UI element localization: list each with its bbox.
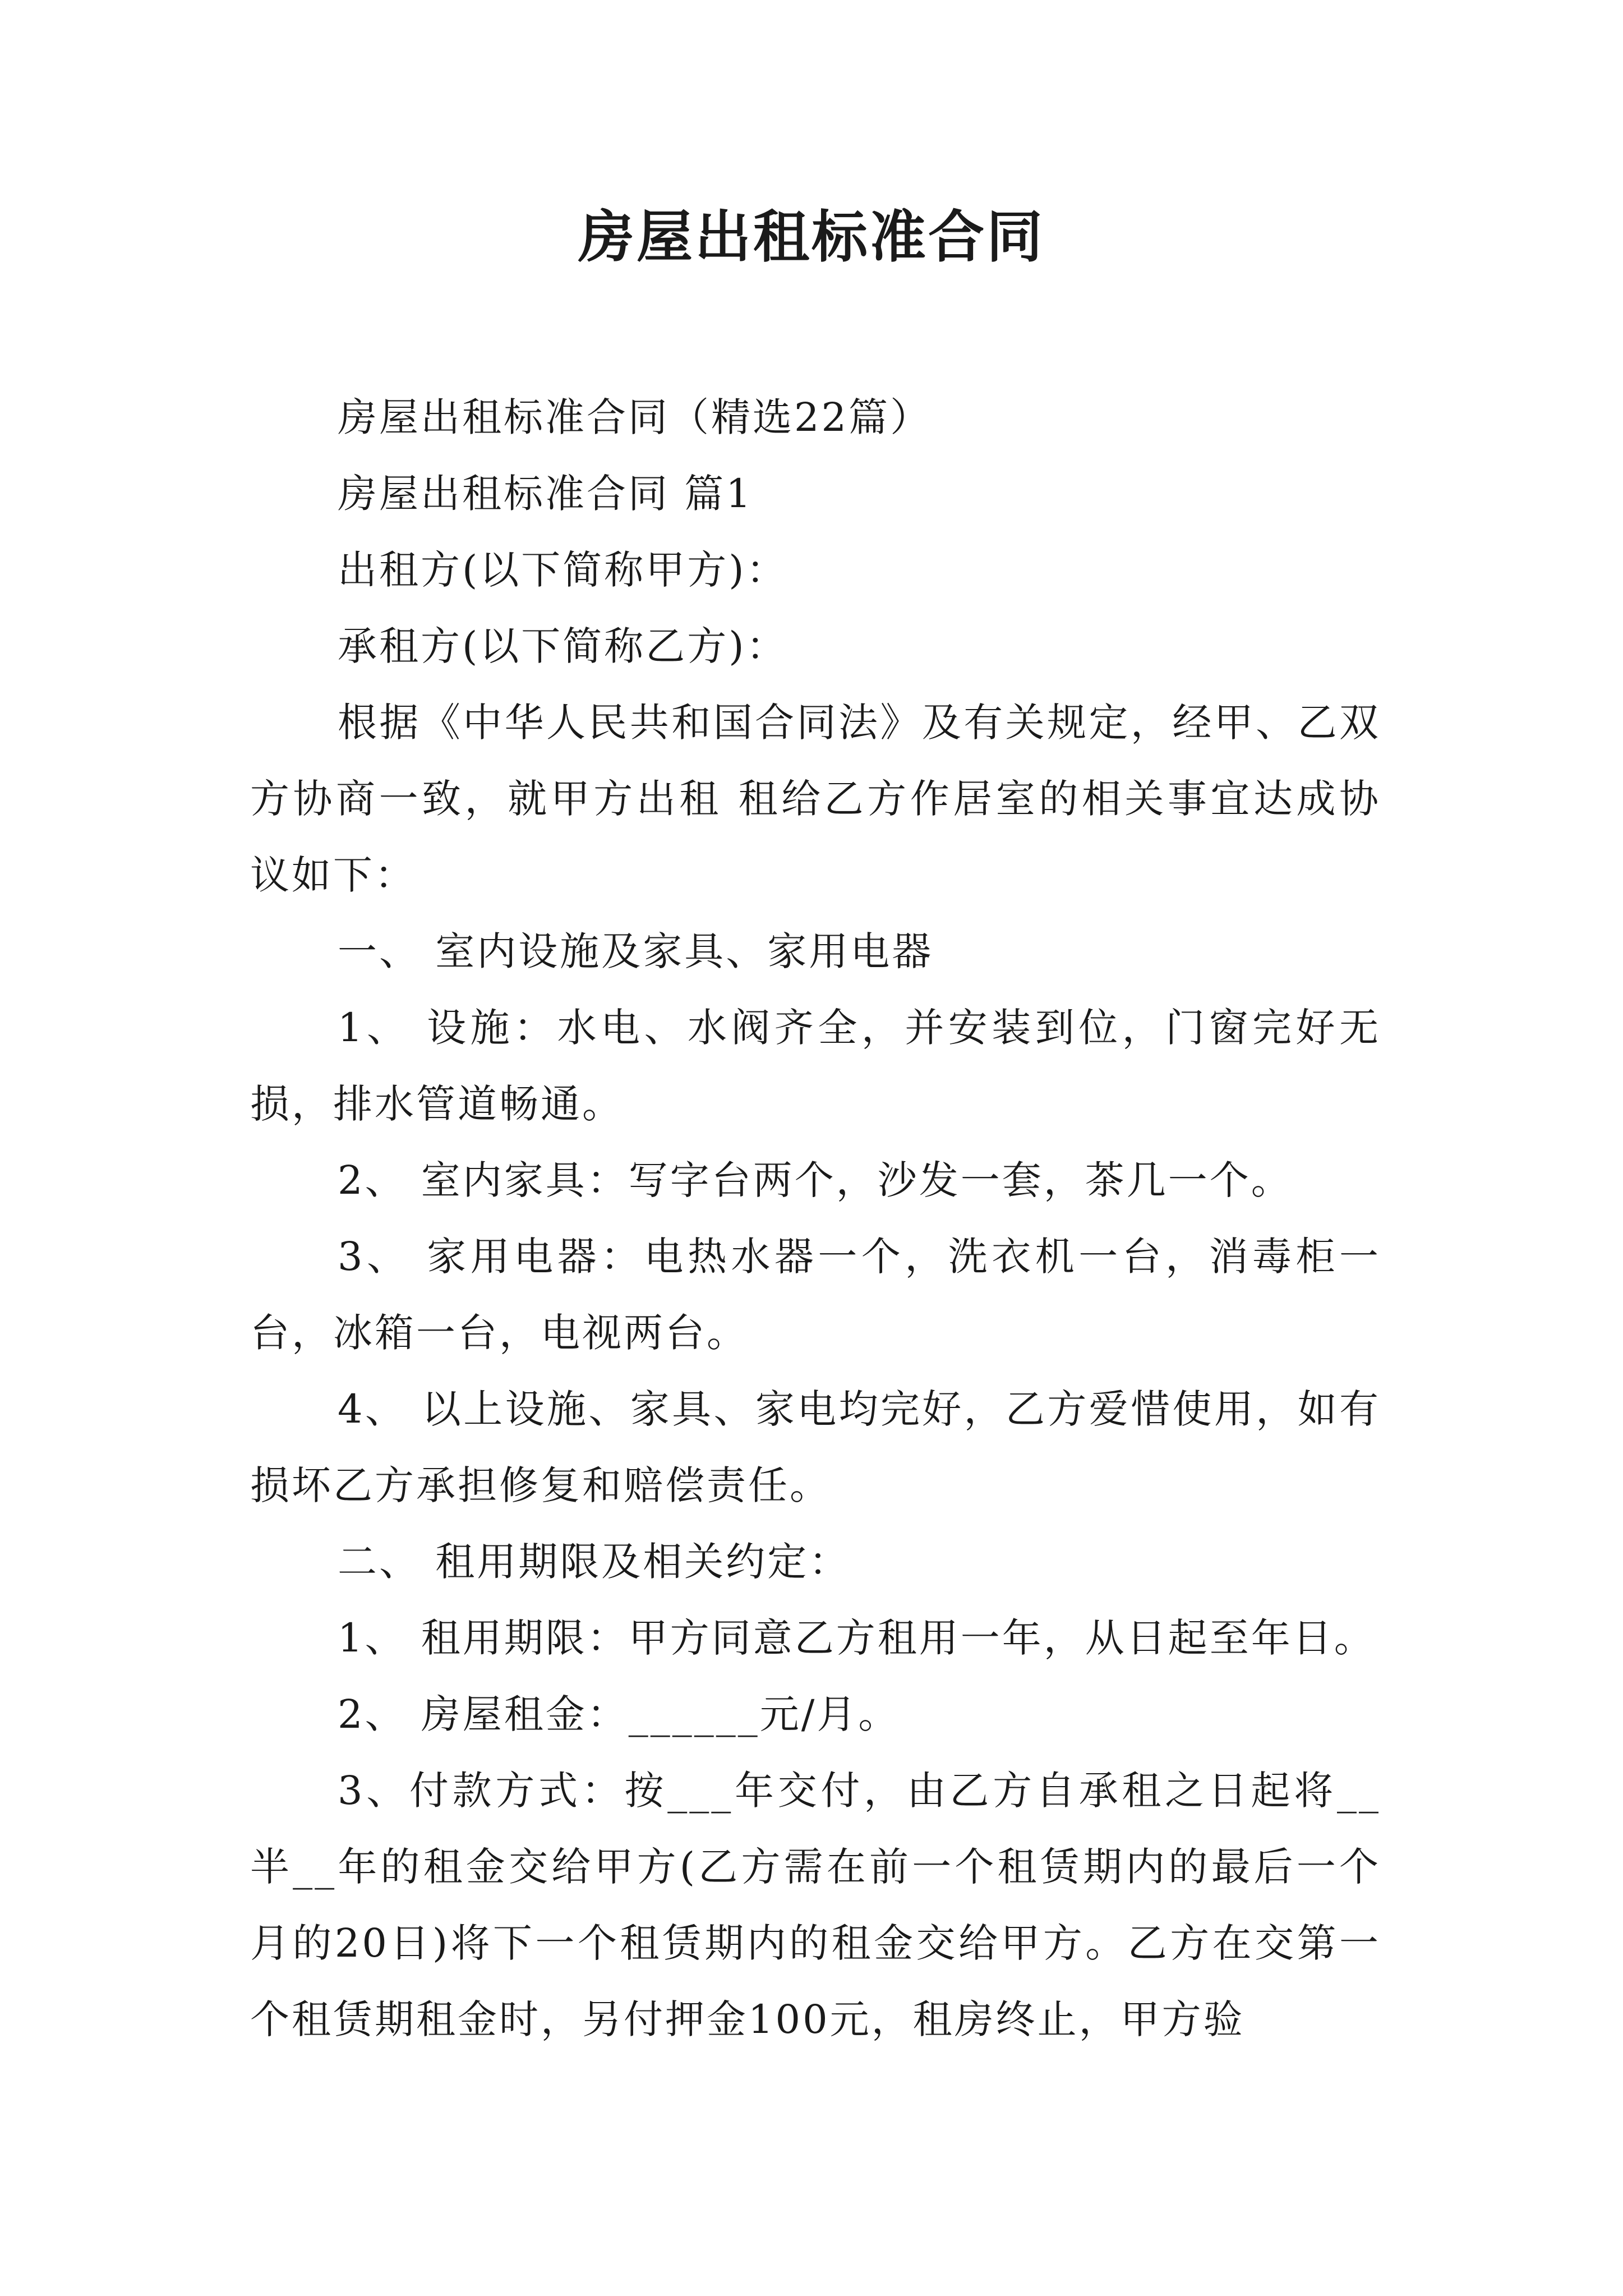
paragraph-lessee: 承租方(以下简称乙方)： <box>338 623 788 669</box>
paragraph-clause-heading-2: 二、 租用期限及相关约定： <box>338 1539 851 1585</box>
paragraph-clause-2-3: 3、付款方式：按___年交付，由乙方自承租之日起将__半__年的租金交给甲方(乙方需在前一个租赁期内的最后一个月的20日)将下一个租赁期内的租金交给甲方。乙方在交第一个租赁期租金时，另付押金100元，租房终止，甲方验 <box>250 1768 1381 2042</box>
paragraph-clause-1-3: 3、 家用电器：电热水器一个，洗衣机一台，消毒柜一台，冰箱一台，电视两台。 <box>250 1234 1381 1356</box>
paragraph-clause-2-1: 1、 租用期限：甲方同意乙方租用一年，从日起至年日。 <box>338 1615 1376 1661</box>
paragraph-section-heading: 房屋出租标准合同 篇1 <box>338 471 753 517</box>
paragraph-preamble: 根据《中华人民共和国合同法》及有关规定，经甲、乙双方协商一致，就甲方出租 租给乙方作居室的相关事宜达成协议如下： <box>250 700 1381 898</box>
paragraph-clause-1-4: 4、 以上设施、家具、家电均完好，乙方爱惜使用，如有损坏乙方承担修复和赔偿责任。 <box>250 1386 1381 1508</box>
document-body <box>250 379 1381 2058</box>
paragraph-clause-2-2: 2、 房屋租金：______元/月。 <box>338 1691 900 1737</box>
paragraph-clause-1-2: 2、 室内家具：写字台两个，沙发一套，茶几一个。 <box>338 1157 1293 1203</box>
paragraph-clause-1-1: 1、 设施：水电、水阀齐全，并安装到位，门窗完好无损，排水管道畅通。 <box>250 1005 1381 1127</box>
paragraph-lessor: 出租方(以下简称甲方)： <box>338 547 788 593</box>
paragraph-subtitle: 房屋出租标准合同（精选22篇） <box>338 394 932 440</box>
document-title: 房屋出租标准合同 <box>578 204 1045 270</box>
paragraph-clause-heading-1: 一、 室内设施及家具、家用电器 <box>338 928 934 974</box>
